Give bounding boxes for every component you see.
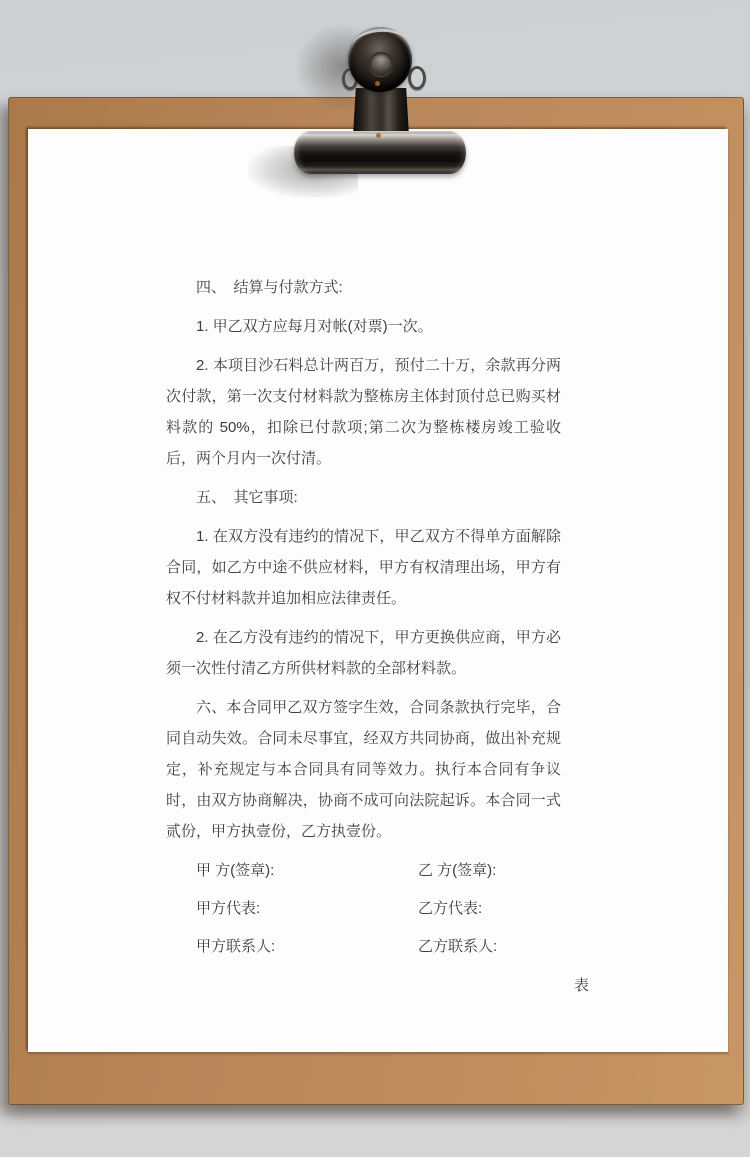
party-b-seal-label: 乙 方(签章): xyxy=(418,862,497,879)
clause-effectiveness: 六、本合同甲乙双方签字生效，合同条款执行完毕，合同自动失效。合同未尽事宜，经双方共同协商，做出补充规定，补充规定与本合同具有同等效力。执行本合同有争议时，由双方协商解决，协商不成可向法院起诉。本合同一式贰份，甲方执壹份，乙方执壹份。 xyxy=(166,699,561,840)
signature-row-seal xyxy=(166,855,561,886)
clause-supplier-change: 2. 在乙方没有违约的情况下，甲方更换供应商，甲方必须一次性付清乙方所供材料款的全部材料款。 xyxy=(166,629,561,677)
clause-monthly-reconcile: 1. 甲乙双方应每月对帐(对票)一次。 xyxy=(196,318,433,335)
clip-hole-icon xyxy=(369,52,393,76)
clip-spring-loop-right-icon xyxy=(408,66,426,90)
section-heading-other: 五、 其它事项: xyxy=(196,489,298,506)
clause-no-unilateral-termination: 1. 在双方没有违约的情况下，甲乙双方不得单方面解除合同，如乙方中途不供应材料，甲方有权清理出场，甲方有权不付材料款并追加相应法律责任。 xyxy=(166,528,561,607)
clip-arm xyxy=(353,88,409,136)
signature-row-contact xyxy=(166,931,561,962)
clause-payment-schedule: 2. 本项目沙石料总计两百万，预付二十万，余款再分两次付款，第一次支付材料款为整栋房主体封顶付总已购买材料款的 50%，扣除已付款项;第二次为整栋楼房竣工验收后，两个月内一次付清。 xyxy=(166,357,561,467)
clip-reflection-dot-lower xyxy=(376,133,381,138)
party-b-contact-label: 乙方联系人: xyxy=(418,938,498,955)
clip-reflection-dot-upper xyxy=(375,81,380,86)
contract-body xyxy=(166,272,589,1001)
party-a-contact-label: 甲方联系人: xyxy=(196,938,276,955)
signature-row-representative xyxy=(166,893,561,924)
section-heading-payment: 四、 结算与付款方式: xyxy=(196,279,343,296)
party-a-representative-label: 甲方代表: xyxy=(196,900,261,917)
contract-paper xyxy=(28,129,728,1052)
party-a-seal-label: 甲 方(签章): xyxy=(196,862,275,879)
table-caption-char: 表 xyxy=(573,977,589,994)
party-b-representative-label: 乙方代表: xyxy=(418,900,483,917)
